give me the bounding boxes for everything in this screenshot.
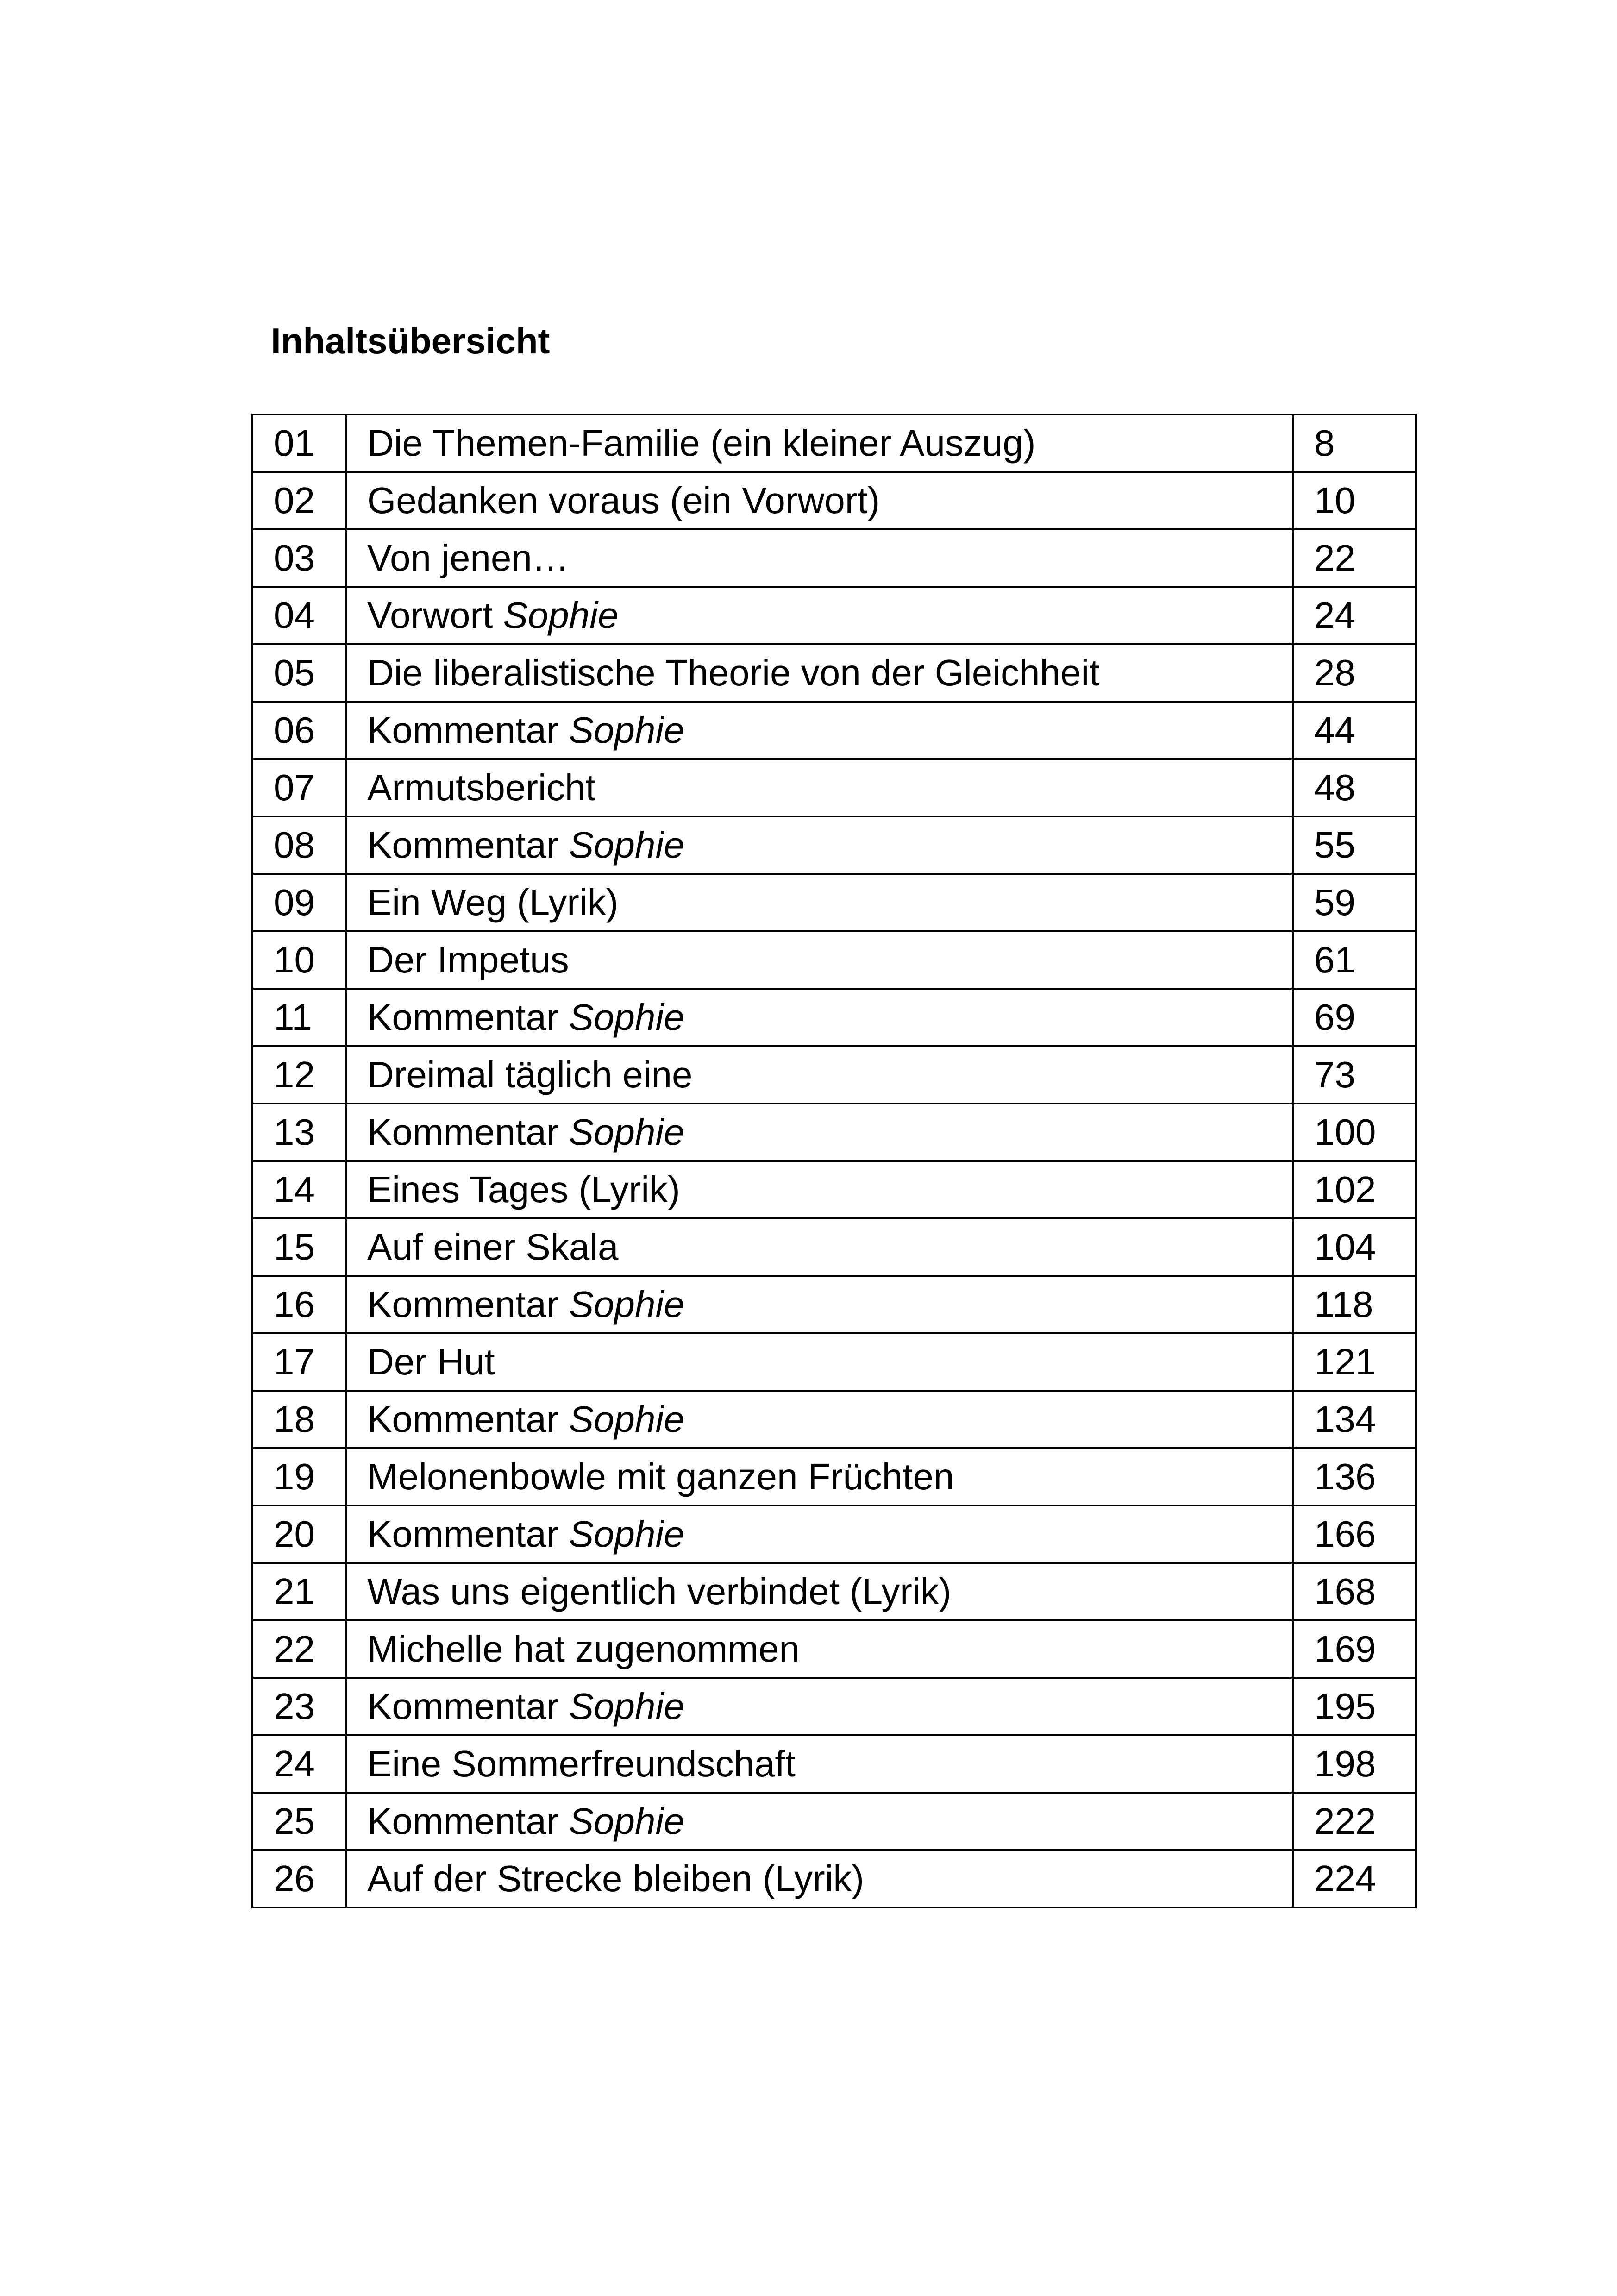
toc-row <box>252 529 1416 587</box>
chapter-title-text: Eine Sommerfreundschaft <box>367 1743 796 1784</box>
toc-row <box>252 644 1416 702</box>
chapter-title <box>346 644 1293 702</box>
chapter-title-text: Kommentar <box>367 1800 569 1842</box>
chapter-number: 02 <box>252 472 346 529</box>
chapter-page: 169 <box>1293 1620 1416 1678</box>
chapter-title-text: Vorwort <box>367 595 503 636</box>
chapter-number: 26 <box>252 1850 346 1907</box>
toc-table <box>251 414 1417 1908</box>
chapter-number: 12 <box>252 1046 346 1104</box>
chapter-page: 24 <box>1293 587 1416 644</box>
chapter-number: 25 <box>252 1793 346 1850</box>
chapter-title-text: Der Impetus <box>367 939 569 980</box>
chapter-number: 18 <box>252 1391 346 1448</box>
chapter-title-text: Melonenbowle mit ganzen Früchten <box>367 1456 954 1497</box>
chapter-number: 15 <box>252 1218 346 1276</box>
chapter-page: 73 <box>1293 1046 1416 1104</box>
toc-body <box>252 414 1416 1907</box>
chapter-page: 195 <box>1293 1678 1416 1735</box>
chapter-number: 21 <box>252 1563 346 1620</box>
chapter-title-emphasis: Sophie <box>569 1686 684 1727</box>
chapter-title <box>346 1161 1293 1218</box>
chapter-number: 23 <box>252 1678 346 1735</box>
chapter-title-emphasis: Sophie <box>569 1513 684 1555</box>
chapter-title <box>346 1448 1293 1506</box>
chapter-number: 08 <box>252 816 346 874</box>
chapter-page: 166 <box>1293 1506 1416 1563</box>
page-title: Inhaltsübersicht <box>271 320 550 361</box>
chapter-title-text: Michelle hat zugenommen <box>367 1628 800 1669</box>
chapter-number: 22 <box>252 1620 346 1678</box>
chapter-number: 10 <box>252 931 346 989</box>
chapter-number: 06 <box>252 702 346 759</box>
chapter-title-text: Ein Weg (Lyrik) <box>367 882 619 923</box>
chapter-number: 16 <box>252 1276 346 1333</box>
toc-row <box>252 1620 1416 1678</box>
chapter-title-text: Der Hut <box>367 1341 495 1382</box>
chapter-title-text: Eines Tages (Lyrik) <box>367 1169 680 1210</box>
chapter-number: 03 <box>252 529 346 587</box>
chapter-title-text: Kommentar <box>367 1399 569 1440</box>
chapter-page: 55 <box>1293 816 1416 874</box>
toc-row <box>252 989 1416 1046</box>
toc-row <box>252 587 1416 644</box>
chapter-title <box>346 472 1293 529</box>
chapter-number: 20 <box>252 1506 346 1563</box>
toc-row <box>252 1276 1416 1333</box>
chapter-title-emphasis: Sophie <box>569 824 684 866</box>
chapter-page: 28 <box>1293 644 1416 702</box>
chapter-number: 05 <box>252 644 346 702</box>
chapter-title <box>346 989 1293 1046</box>
toc-row <box>252 472 1416 529</box>
chapter-title-text: Die Themen-Familie (ein kleiner Auszug) <box>367 422 1036 464</box>
chapter-title-emphasis: Sophie <box>569 1399 684 1440</box>
toc-row <box>252 931 1416 989</box>
chapter-title-emphasis: Sophie <box>569 709 684 751</box>
chapter-page: 59 <box>1293 874 1416 931</box>
chapter-title-text: Gedanken voraus (ein Vorwort) <box>367 480 880 521</box>
chapter-number: 17 <box>252 1333 346 1391</box>
chapter-page: 8 <box>1293 414 1416 472</box>
chapter-title-text: Auf der Strecke bleiben (Lyrik) <box>367 1858 865 1899</box>
chapter-page: 168 <box>1293 1563 1416 1620</box>
chapter-title <box>346 1793 1293 1850</box>
chapter-title-text: Kommentar <box>367 1284 569 1325</box>
toc-row <box>252 816 1416 874</box>
chapter-page: 100 <box>1293 1104 1416 1161</box>
toc-row <box>252 1104 1416 1161</box>
chapter-title <box>346 414 1293 472</box>
toc-row <box>252 1793 1416 1850</box>
chapter-title <box>346 1678 1293 1735</box>
chapter-title <box>346 1391 1293 1448</box>
chapter-title-emphasis: Sophie <box>503 595 619 636</box>
chapter-title-text: Kommentar <box>367 824 569 866</box>
chapter-number: 09 <box>252 874 346 931</box>
chapter-page: 44 <box>1293 702 1416 759</box>
toc-row <box>252 1506 1416 1563</box>
chapter-page: 104 <box>1293 1218 1416 1276</box>
chapter-title <box>346 702 1293 759</box>
chapter-page: 136 <box>1293 1448 1416 1506</box>
chapter-title-text: Auf einer Skala <box>367 1226 619 1267</box>
chapter-title <box>346 1276 1293 1333</box>
chapter-page: 118 <box>1293 1276 1416 1333</box>
chapter-title-text: Kommentar <box>367 1686 569 1727</box>
chapter-page: 224 <box>1293 1850 1416 1907</box>
chapter-title <box>346 874 1293 931</box>
toc-row <box>252 1563 1416 1620</box>
chapter-number: 19 <box>252 1448 346 1506</box>
chapter-page: 222 <box>1293 1793 1416 1850</box>
chapter-title <box>346 816 1293 874</box>
toc-row <box>252 414 1416 472</box>
chapter-title <box>346 1333 1293 1391</box>
chapter-number: 07 <box>252 759 346 816</box>
chapter-title-emphasis: Sophie <box>569 1284 684 1325</box>
chapter-title <box>346 1046 1293 1104</box>
chapter-title-text: Kommentar <box>367 709 569 751</box>
chapter-title <box>346 1850 1293 1907</box>
chapter-title <box>346 1506 1293 1563</box>
toc-row <box>252 1678 1416 1735</box>
chapter-title <box>346 931 1293 989</box>
chapter-title-text: Dreimal täglich eine <box>367 1054 693 1095</box>
chapter-page: 48 <box>1293 759 1416 816</box>
chapter-page: 121 <box>1293 1333 1416 1391</box>
chapter-title <box>346 529 1293 587</box>
chapter-title-text: Kommentar <box>367 997 569 1038</box>
toc-row <box>252 874 1416 931</box>
chapter-title-text: Von jenen… <box>367 537 569 578</box>
chapter-title-emphasis: Sophie <box>569 997 684 1038</box>
chapter-page: 198 <box>1293 1735 1416 1793</box>
toc-row <box>252 702 1416 759</box>
chapter-title-text: Kommentar <box>367 1513 569 1555</box>
chapter-title <box>346 1735 1293 1793</box>
chapter-title-text: Die liberalistische Theorie von der Gleichheit <box>367 652 1100 693</box>
chapter-number: 11 <box>252 989 346 1046</box>
toc-row <box>252 1046 1416 1104</box>
chapter-title <box>346 587 1293 644</box>
chapter-title <box>346 1218 1293 1276</box>
chapter-page: 61 <box>1293 931 1416 989</box>
chapter-title-text: Kommentar <box>367 1111 569 1153</box>
chapter-number: 04 <box>252 587 346 644</box>
chapter-number: 24 <box>252 1735 346 1793</box>
toc-row <box>252 759 1416 816</box>
toc-row <box>252 1333 1416 1391</box>
chapter-page: 22 <box>1293 529 1416 587</box>
chapter-number: 14 <box>252 1161 346 1218</box>
toc-row <box>252 1218 1416 1276</box>
toc-row <box>252 1735 1416 1793</box>
chapter-page: 102 <box>1293 1161 1416 1218</box>
chapter-number: 01 <box>252 414 346 472</box>
chapter-title-emphasis: Sophie <box>569 1800 684 1842</box>
chapter-title <box>346 759 1293 816</box>
toc-row <box>252 1850 1416 1907</box>
chapter-title-text: Armutsbericht <box>367 767 596 808</box>
chapter-title <box>346 1620 1293 1678</box>
chapter-number: 13 <box>252 1104 346 1161</box>
chapter-title-emphasis: Sophie <box>569 1111 684 1153</box>
chapter-page: 10 <box>1293 472 1416 529</box>
toc-row <box>252 1448 1416 1506</box>
toc-row <box>252 1161 1416 1218</box>
chapter-title-text: Was uns eigentlich verbindet (Lyrik) <box>367 1571 952 1612</box>
chapter-page: 134 <box>1293 1391 1416 1448</box>
chapter-title <box>346 1104 1293 1161</box>
chapter-title <box>346 1563 1293 1620</box>
toc-row <box>252 1391 1416 1448</box>
chapter-page: 69 <box>1293 989 1416 1046</box>
